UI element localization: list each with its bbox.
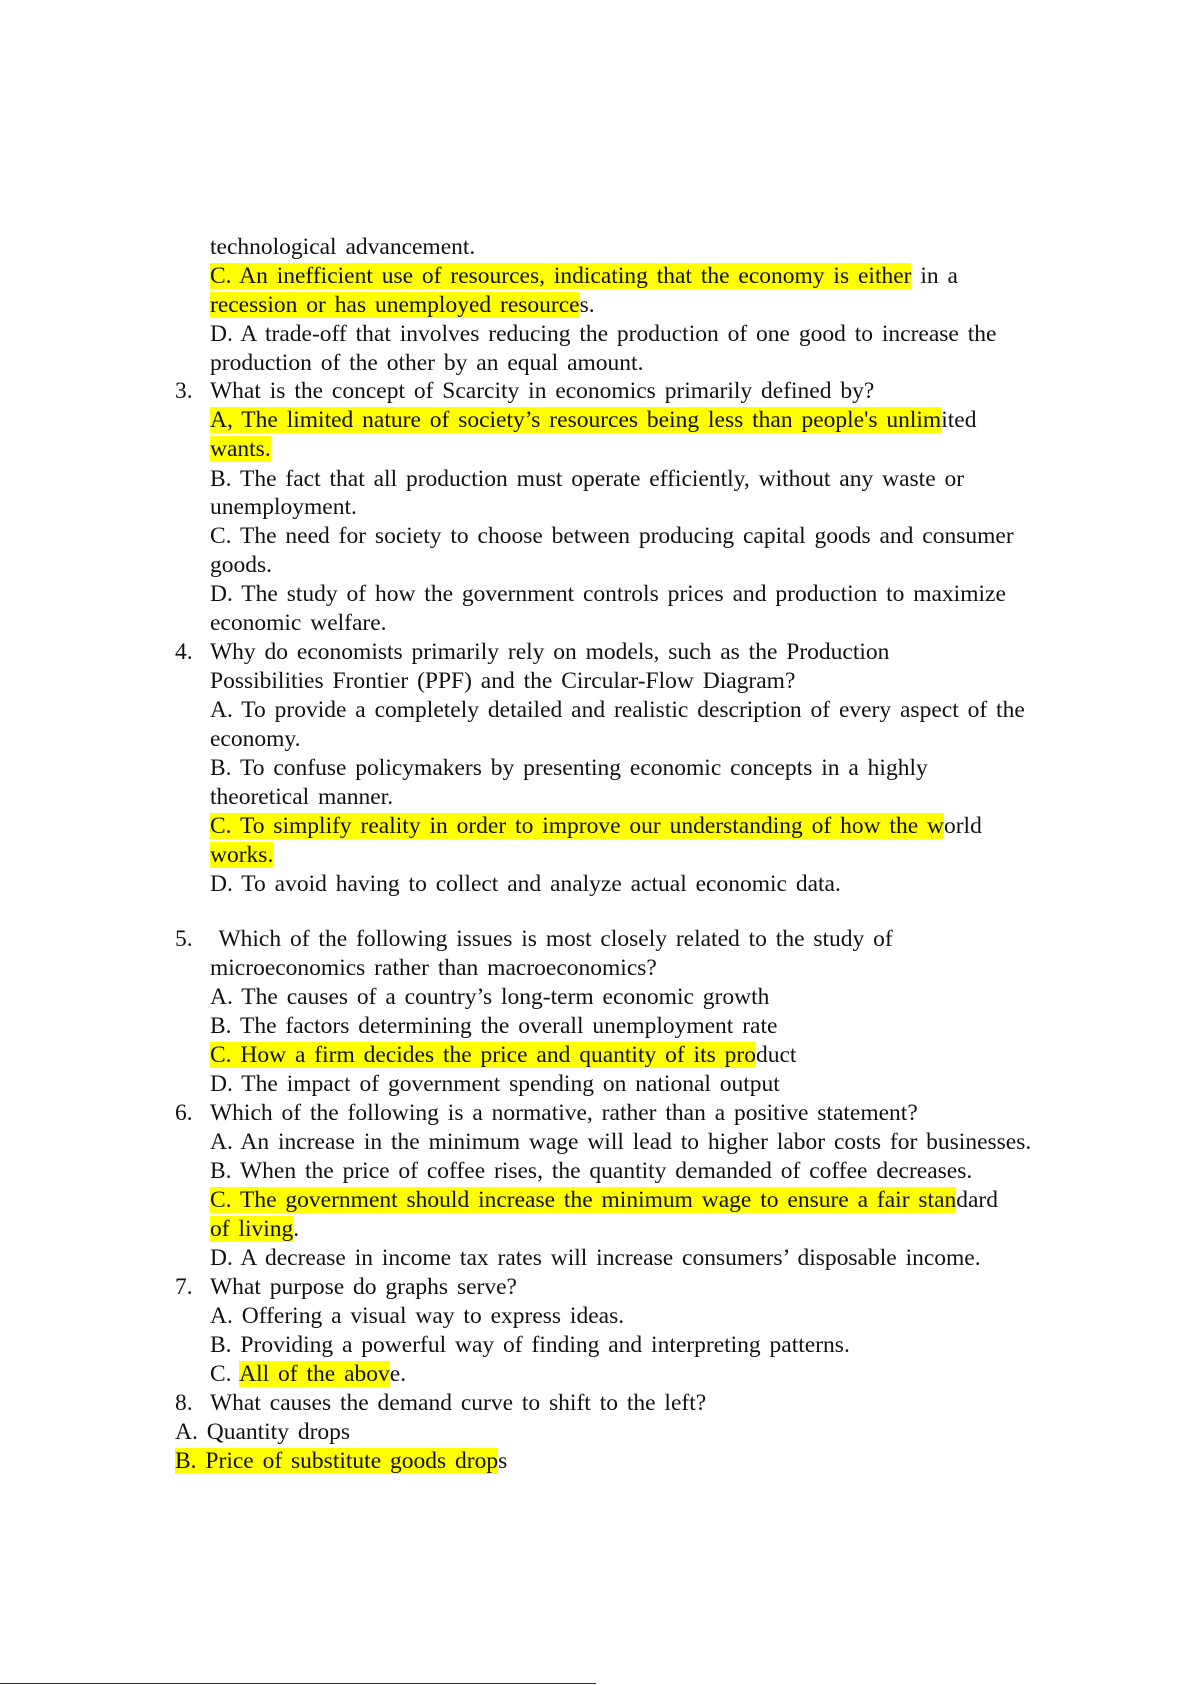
question-number: 3. <box>175 378 193 404</box>
highlighted-answer-line <box>210 435 271 464</box>
option-line: D. To avoid having to collect and analyze actual economic data. <box>210 871 841 897</box>
highlighted-answer-line: C. The government should increase the minimum wage to ensure a fair standard <box>210 1187 999 1213</box>
text-line: economy. <box>210 726 301 752</box>
option-line: B. The factors determining the overall unemployment rate <box>210 1013 778 1039</box>
answer-highlight: works. <box>210 842 274 868</box>
question-number: 7. <box>175 1274 193 1300</box>
option-line: A. The causes of a country’s long-term economic growth <box>210 984 770 1010</box>
highlighted-answer-line: C. An inefficient use of resources, indicating that the economy is either in a <box>210 263 958 289</box>
text-line: goods. <box>210 552 273 578</box>
question-3: 3. What is the concept of Scarcity in economics primarily defined by? <box>175 378 875 404</box>
option-line: B. Providing a powerful way of finding and interpreting patterns. <box>210 1332 850 1358</box>
highlighted-answer-line: C. To simplify reality in order to improve our understanding of how the world <box>210 813 982 839</box>
option-line: A. Offering a visual way to express ideas. <box>210 1303 625 1329</box>
question-number: 6. <box>175 1100 193 1126</box>
option-line: B. The fact that all production must operate efficiently, without any waste or <box>210 466 965 492</box>
answer-highlight: C. An inefficient use of resources, indicating that the economy is either <box>210 263 912 289</box>
answer-highlight: recession or has unemployed resource <box>210 292 580 318</box>
option-line: B. To confuse policymakers by presenting economic concepts in a highly <box>210 755 928 781</box>
option-line: A. To provide a completely detailed and realistic description of every aspect of the <box>210 697 1025 723</box>
answer-highlight: C. To simplify reality in order to improve our understanding of how the w <box>210 813 944 839</box>
highlighted-answer-line: recession or has unemployed resources. <box>210 292 595 318</box>
question-6: 6. Which of the following is a normative, rather than a positive statement? <box>175 1100 918 1126</box>
text-line: production of the other by an equal amount. <box>210 350 644 376</box>
question-number: 8. <box>175 1390 193 1416</box>
highlighted-answer-line: of living. <box>210 1216 300 1242</box>
highlighted-answer-line: C. How a firm decides the price and quantity of its product <box>210 1042 797 1068</box>
option-line: A. Quantity drops <box>175 1419 351 1445</box>
highlighted-answer-line: A, The limited nature of society’s resources being less than people's unlimited <box>210 407 977 433</box>
text-line: microeconomics rather than macroeconomics? <box>210 955 657 981</box>
highlighted-answer-line: C. All of the above. <box>210 1361 407 1387</box>
answer-highlight: of living <box>210 1216 294 1242</box>
question-number: 5. <box>175 926 193 952</box>
answer-highlight: B. Price of substitute goods drop <box>175 1448 499 1474</box>
text-line: economic welfare. <box>210 610 387 636</box>
answer-highlight: All of the abov <box>239 1361 390 1387</box>
highlighted-answer-line: B. Price of substitute goods drops <box>175 1448 508 1474</box>
question-5: 5. Which of the following issues is most closely related to the study of <box>175 926 893 952</box>
option-line: B. When the price of coffee rises, the quantity demanded of coffee decreases. <box>210 1158 973 1184</box>
text-line: Possibilities Frontier (PPF) and the Circular-Flow Diagram? <box>210 668 796 694</box>
highlighted-answer-line <box>210 841 273 870</box>
option-line: D. The study of how the government controls prices and production to maximize <box>210 581 1006 607</box>
text-line: unemployment. <box>210 494 357 520</box>
text-line: technological advancement. <box>210 234 476 260</box>
question-8: 8. What causes the demand curve to shift to the left? <box>175 1390 707 1416</box>
question-4: 4. Why do economists primarily rely on models, such as the Production <box>175 639 890 665</box>
footnote-divider <box>0 1683 596 1684</box>
option-line: D. A trade-off that involves reducing the production of one good to increase the <box>210 321 997 347</box>
question-number: 4. <box>175 639 193 665</box>
answer-highlight: C. The government should increase the minimum wage to ensure a fair stan <box>210 1187 957 1213</box>
question-7: 7. What purpose do graphs serve? <box>175 1274 517 1300</box>
option-line: C. The need for society to choose between producing capital goods and consumer <box>210 523 1014 549</box>
option-line: D. The impact of government spending on national output <box>210 1071 780 1097</box>
answer-highlight: A, The limited nature of society’s resources being less than people's unlim <box>210 407 942 433</box>
text-line: theoretical manner. <box>210 784 394 810</box>
option-line: A. An increase in the minimum wage will lead to higher labor costs for businesses. <box>210 1129 1032 1155</box>
answer-highlight: wants. <box>210 436 271 462</box>
option-line: D. A decrease in income tax rates will increase consumers’ disposable income. <box>210 1245 981 1271</box>
answer-highlight: C. How a firm decides the price and quantity of its pro <box>210 1042 756 1068</box>
